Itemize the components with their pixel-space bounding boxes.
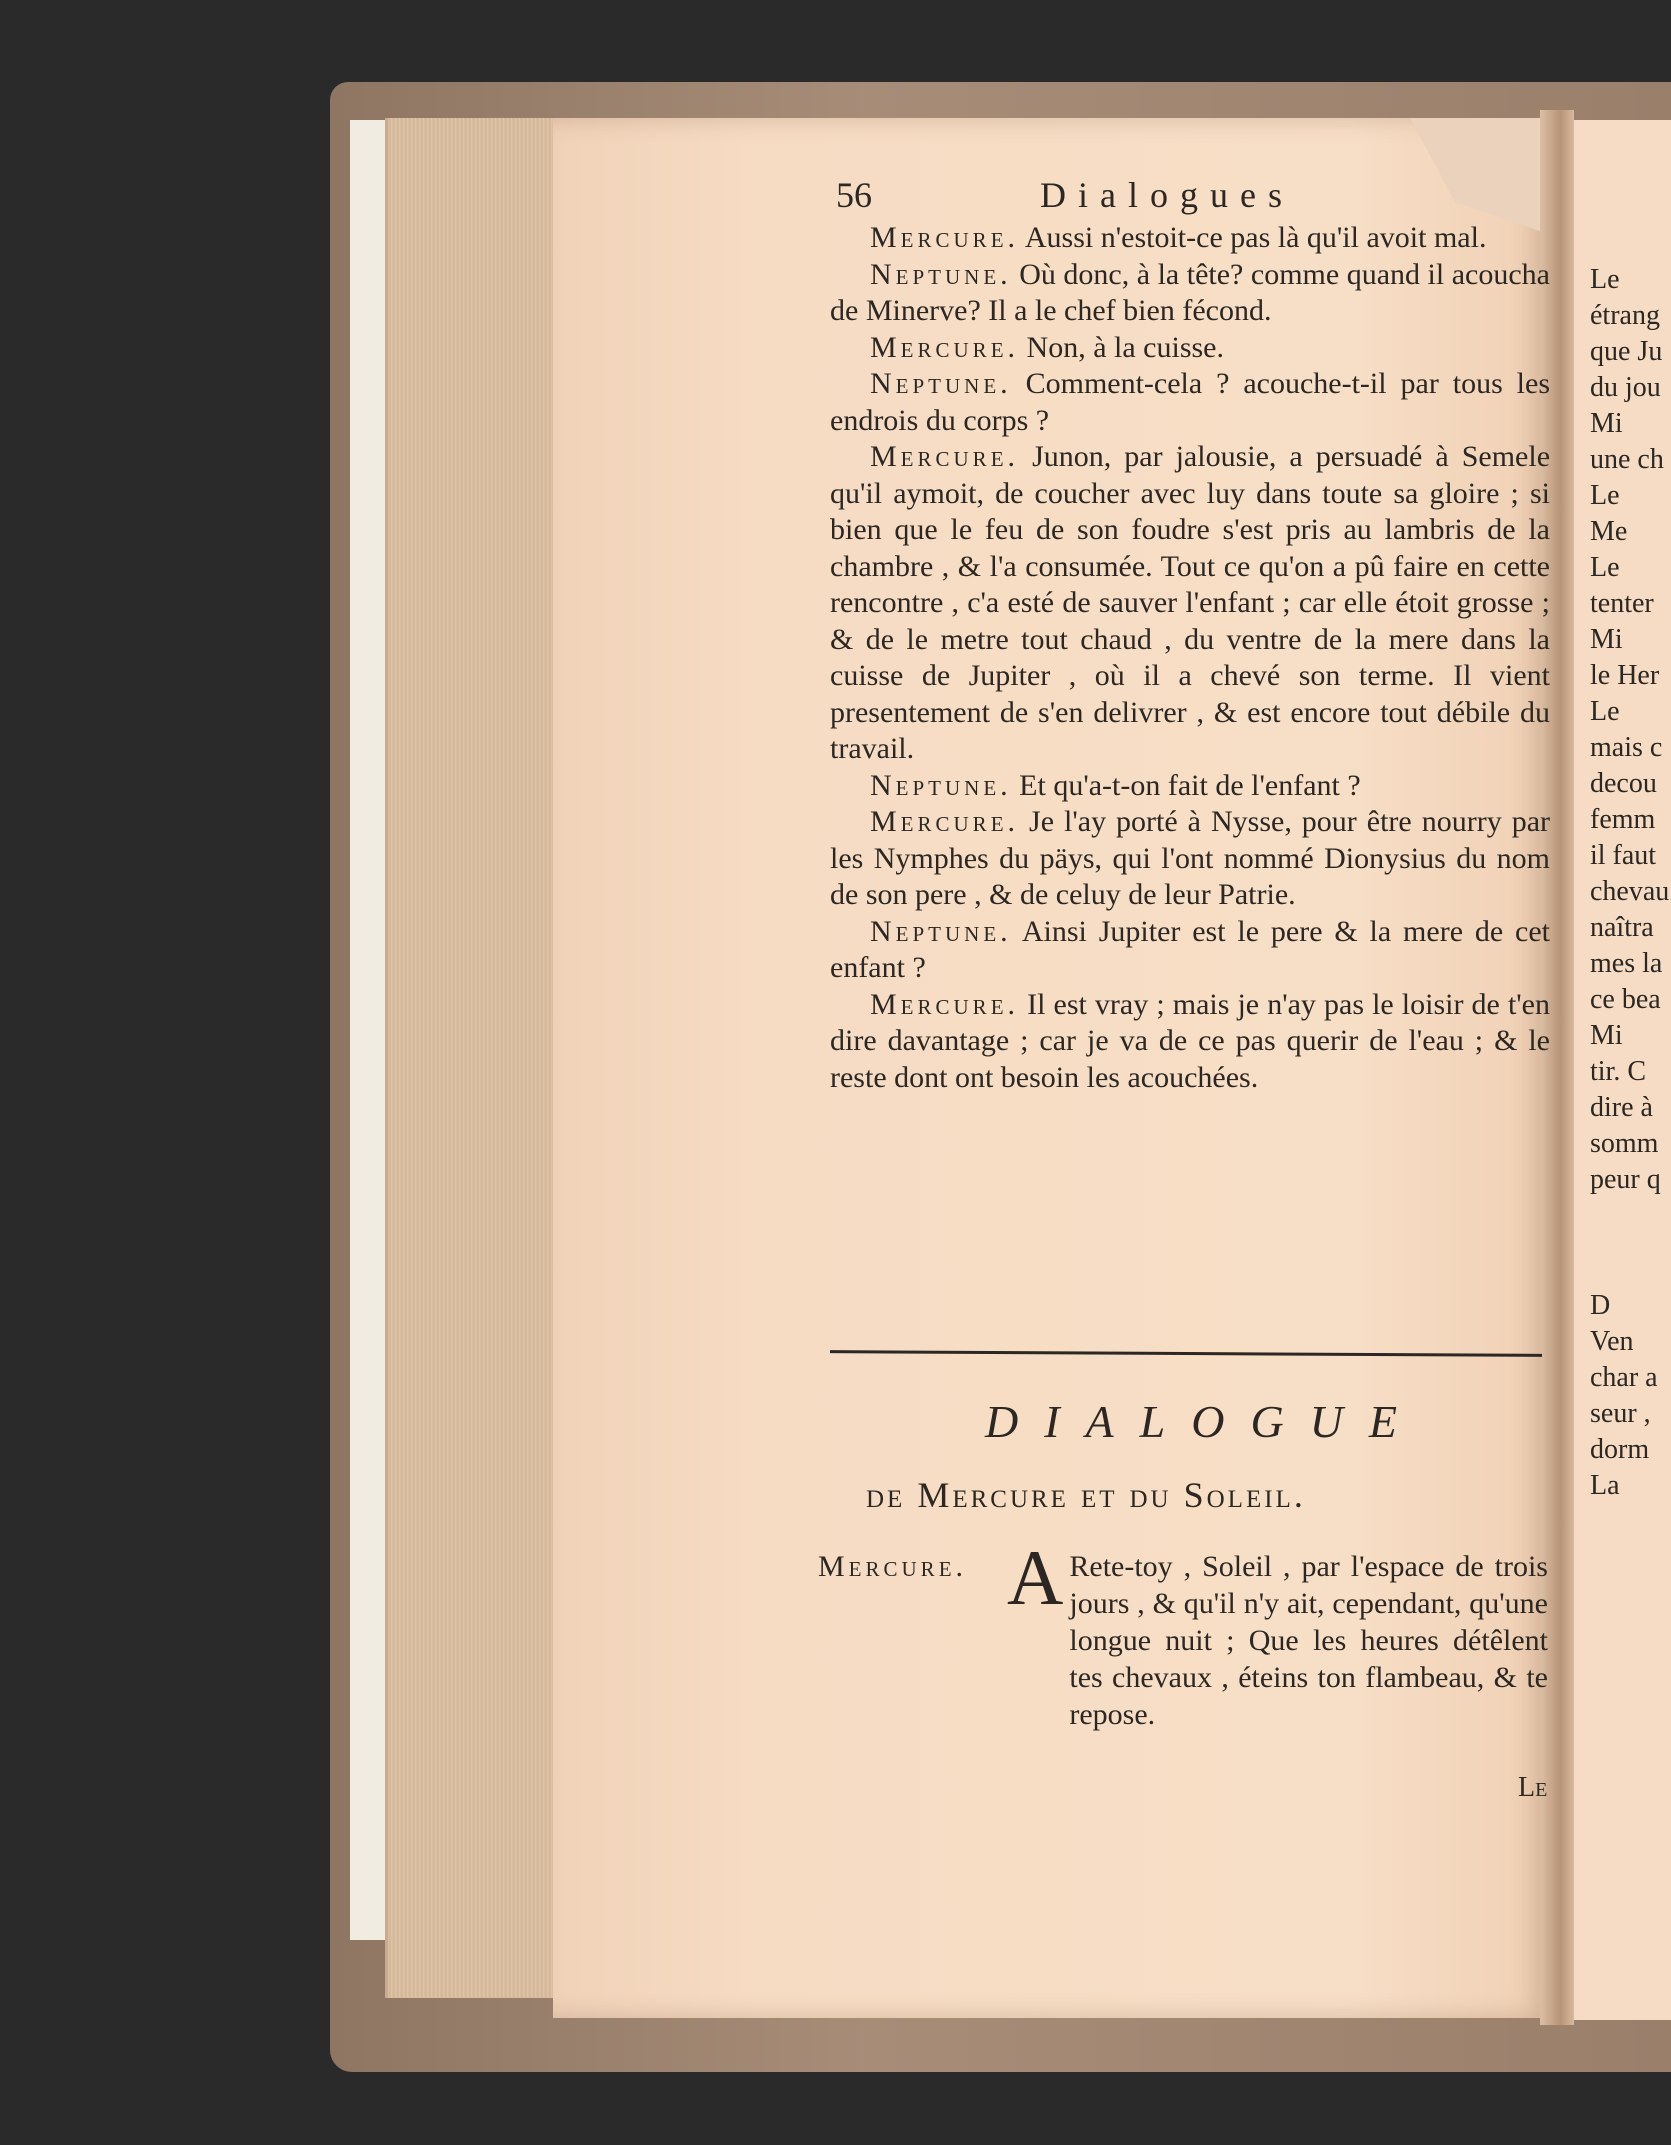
speaker: Mercure.: [870, 805, 1020, 838]
paragraph: [830, 439, 1550, 768]
speech: Ainsi Jupiter est le pere & la mere de cet enfant ?: [830, 914, 1550, 984]
speech: Rete-toy , Soleil , par l'espace de trois jours , & qu'il n'y ait, cependant, qu'une longue nuit ; Que les heures détêlent tes chevaux , éteins ton flambeau, & te repose.: [1069, 1550, 1548, 1731]
fragment: tenter: [1590, 588, 1654, 619]
dialogue-subtitle: de Mercure et du Soleil.: [866, 1475, 1306, 1515]
fragment: Le: [1590, 552, 1620, 583]
paragraph: [830, 330, 1550, 367]
speaker: Neptune.: [870, 257, 1012, 291]
speaker: Mercure.: [870, 330, 1020, 364]
paragraph: [830, 987, 1550, 1097]
fragment: naîtra: [1590, 912, 1654, 943]
fragment: du jou: [1590, 372, 1661, 403]
fragment: Mi: [1590, 624, 1623, 655]
fragment: femm: [1590, 804, 1656, 835]
speech: Aussi n'estoit-ce pas là qu'il avoit mal.: [1024, 221, 1487, 254]
fragment: mais c: [1590, 732, 1663, 763]
fragment: tir. C: [1590, 1056, 1647, 1087]
right-page-text: [1590, 262, 1671, 1504]
paragraph: [830, 220, 1550, 257]
paragraph: [830, 914, 1550, 987]
fragment: que Ju: [1590, 336, 1663, 367]
speaker: Neptune.: [870, 914, 1012, 948]
fragment: Mi: [1590, 1020, 1623, 1051]
speaker: Mercure.: [870, 221, 1020, 254]
fragment: decou: [1590, 768, 1657, 799]
fragment: une ch: [1590, 444, 1664, 475]
opening-paragraph: [818, 1534, 1548, 1733]
speaker: Mercure.: [818, 1550, 968, 1583]
fragment: chevau: [1590, 876, 1670, 907]
speaker: Neptune.: [870, 367, 1012, 400]
fragment: dire à: [1590, 1092, 1653, 1123]
fragment: étrang: [1590, 300, 1660, 331]
fragment: dorm: [1590, 1434, 1650, 1465]
speaker: Mercure.: [870, 440, 1020, 473]
speaker: Mercure.: [870, 987, 1020, 1021]
dialogue-opening: [818, 1534, 1548, 1733]
fragment: il faut: [1590, 840, 1657, 871]
fragment: mes la: [1590, 948, 1663, 979]
speech: Et qu'a-t-on fait de l'enfant ?: [1019, 768, 1361, 802]
speech: Je l'ay porté à Nysse, pour être nourry par les Nymphes du päys, qui l'ont nommé Dionysius du nom de son pere , & de celuy de leur Patrie.: [830, 805, 1550, 911]
catchword: Le: [1518, 1772, 1548, 1803]
fragment: Me: [1590, 516, 1628, 547]
fore-edge: [385, 118, 558, 1998]
paragraph: [830, 804, 1550, 914]
speech: Junon, par jalousie, a persuadé à Semele qu'il aymoit, de coucher avec luy dans toute sa gloire ; si bien que le feu de son foudre s'est pris au lambris de la chambre , & l'a consumée. Tout ce qu'on a pû faire en cette rencontre , c'a esté de sauver l'enfant ; car elle étoit grosse ; & de le metre tout chaud , du ventre de la mere dans la cuisse de Jupiter , où il a chevé son terme. Il vient presentement de s'en delivrer , & est encore tout débile du travail.: [830, 440, 1551, 765]
dialogue-title: DIALOGUE: [985, 1396, 1423, 1447]
paragraph: [830, 768, 1550, 805]
speech: Comment-cela ? acouche-t-il par tous les endrois du corps ?: [830, 367, 1550, 437]
fragment: Ven: [1590, 1326, 1634, 1357]
speech: Il est vray ; mais je n'ay pas le loisir de t'en dire davantage ; car je va de ce pas querir de l'eau ; & le reste dont ont besoin les acouchées.: [830, 987, 1551, 1094]
drop-cap: A: [1007, 1534, 1064, 1621]
fragment: char a: [1590, 1362, 1658, 1393]
paragraph: [830, 366, 1550, 439]
fragment: seur ,: [1590, 1398, 1651, 1429]
fragment: peur q: [1590, 1164, 1661, 1195]
dialogue-body: [830, 220, 1550, 1096]
speech: Où donc, à la tête? comme quand il acoucha de Minerve? Il a le chef bien fécond.: [830, 257, 1550, 327]
paragraph: [830, 257, 1550, 330]
page-number: 56: [836, 175, 872, 215]
fragment: Le: [1590, 264, 1620, 295]
fragment: Le: [1590, 696, 1620, 727]
page-edge: [350, 120, 390, 1940]
speaker: Neptune.: [870, 768, 1012, 802]
fragment: le Her: [1590, 660, 1660, 691]
speech: Non, à la cuisse.: [1026, 330, 1224, 364]
fragment: La: [1590, 1470, 1620, 1501]
fragment: Le: [1590, 480, 1620, 511]
running-head: Dialogues: [1040, 175, 1294, 215]
fragment: Mi: [1590, 408, 1623, 439]
fragment: D: [1590, 1290, 1611, 1321]
fragment: ce bea: [1590, 984, 1661, 1015]
fragment: somm: [1590, 1128, 1659, 1159]
